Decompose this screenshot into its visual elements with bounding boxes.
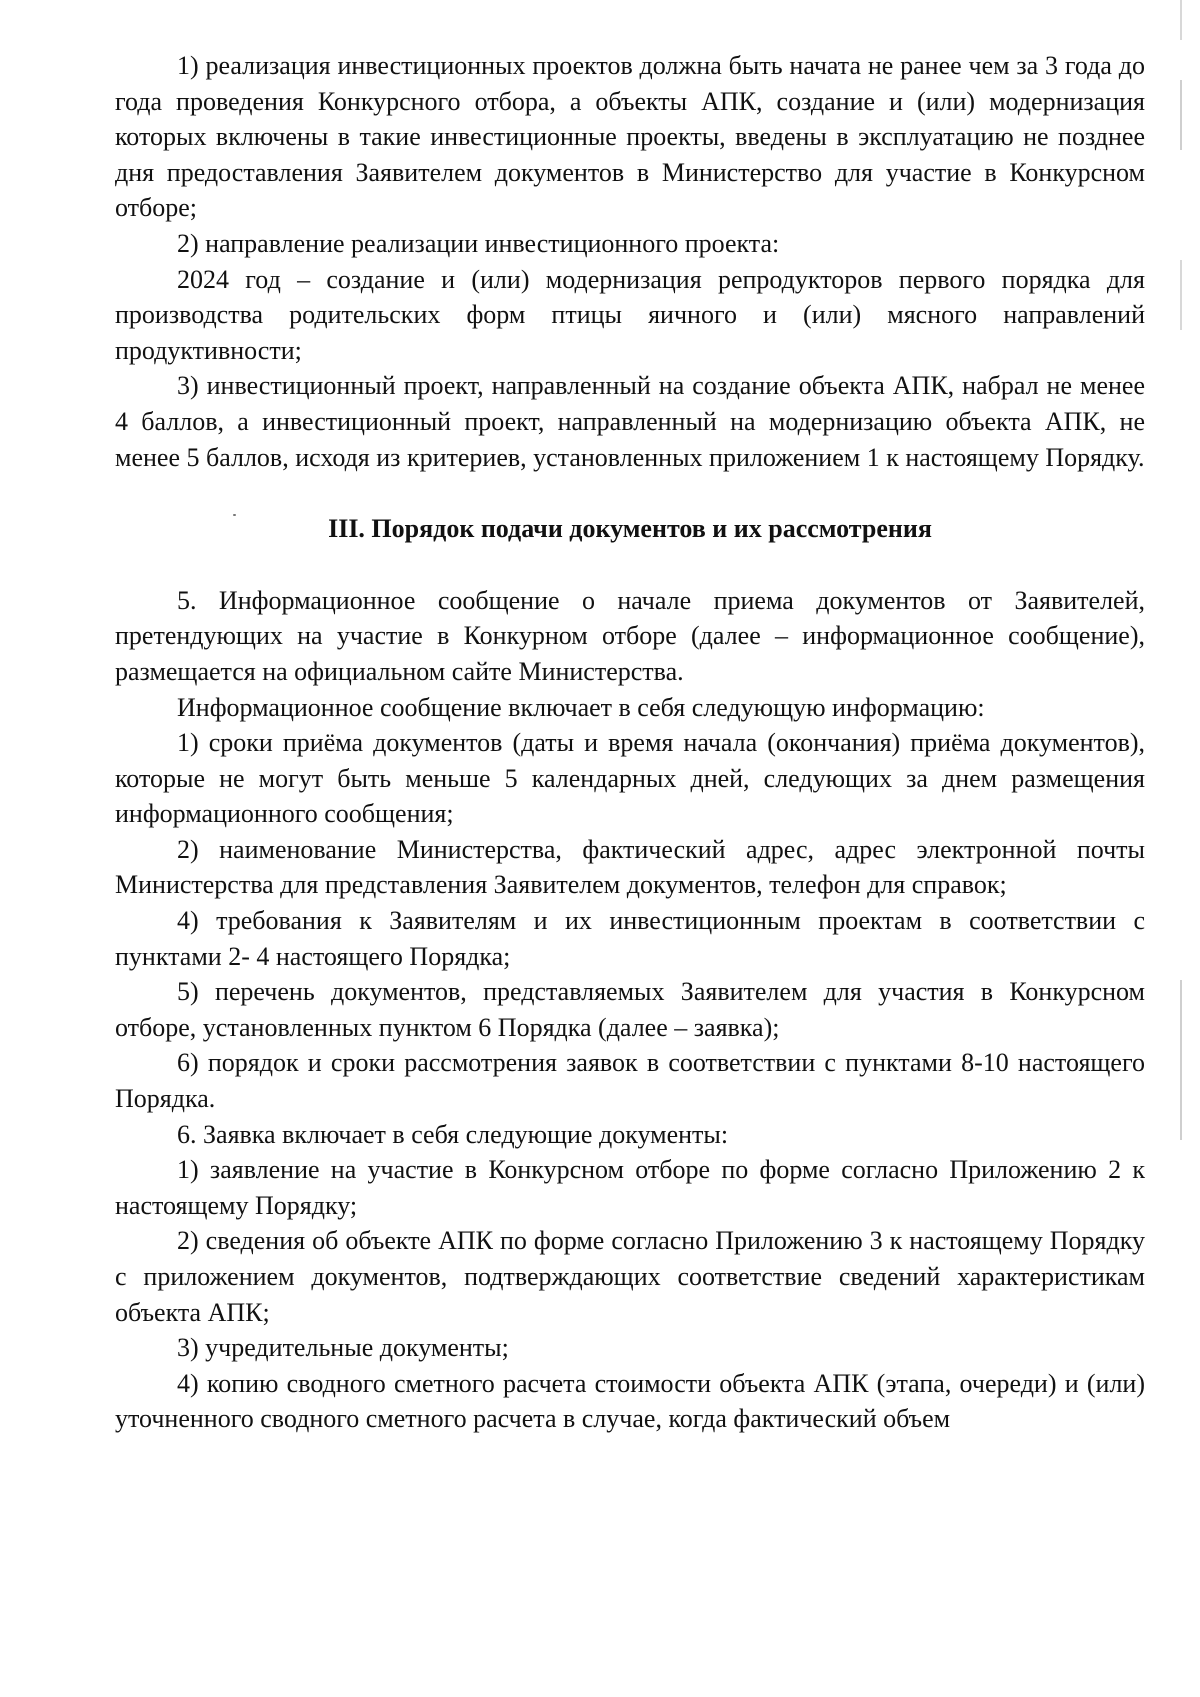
paragraph-info-item-2: 2) наименование Министерства, фактический адрес, адрес электронной почты Министерства для представления Заявителем документов, телефон для справок;	[115, 834, 1145, 900]
section-heading: III. Порядок подачи документов и их рассмотрения	[328, 514, 932, 544]
paragraph-item-2-direction: 2) направление реализации инвестиционного проекта:	[177, 228, 780, 258]
paragraph-clause-6: 6. Заявка включает в себя следующие документы:	[177, 1119, 729, 1149]
paragraph-item-1-start-date: 1) реализация инвестиционных проектов должна быть начата не ранее чем за 3 года до года проведения Конкурсного отбора, а объекты АПК, создание и (или) модернизация которых включены в такие инвестиционные проекты, введены в эксплуатацию не позднее дня предоставления Заявителем документов в Министерство для участие в Конкурсном отборе;	[115, 51, 1145, 223]
paragraph-application-item-1: 1) заявление на участие в Конкурсном отборе по форме согласно Приложению 2 к настоящему Порядку;	[115, 1155, 1145, 1220]
spacer	[115, 547, 1145, 583]
paragraph-info-item-1: 1) сроки приёма документов (даты и время начала (окончания) приёма документов), которые не могут быть меньше 5 календарных дней, следующих за днем размещения информационного сообщения;	[115, 728, 1145, 829]
paragraph-item-3-points: 3) инвестиционный проект, направленный на создание объекта АПК, набрал не менее 4 баллов, а инвестиционный проект, направленный на модернизацию объекта АПК, не менее 5 баллов, исходя из критериев, установленных приложением 1 к настоящему Порядку.	[115, 371, 1145, 472]
paragraph-info-item-5: 5) перечень документов, представляемых Заявителем для участия в Конкурсном отборе, установленных пунктом 6 Порядка (далее – заявка);	[115, 977, 1145, 1042]
scan-edge-shadow	[1180, 0, 1182, 1697]
page-right-margin	[1190, 0, 1200, 1697]
spacer	[115, 475, 1145, 511]
paragraph-info-item-4: 4) требования к Заявителям и их инвестиционным проектам в соответствии с пунктами 2- 4 настоящего Порядка;	[115, 906, 1145, 971]
paragraph-application-item-4: 4) копию сводного сметного расчета стоимости объекта АПК (этапа, очереди) и (или) уточненного сводного сметного расчета в случае, когда фактический объем	[115, 1368, 1145, 1434]
document-body	[115, 48, 1145, 1437]
paragraph-year-2024: 2024 год – создание и (или) модернизация репродукторов первого порядка для производства родительских форм птицы яичного и (или) мясного направлений продуктивности;	[115, 264, 1145, 365]
paragraph-application-item-3: 3) учредительные документы;	[177, 1333, 509, 1363]
paragraph-application-item-2: 2) сведения об объекте АПК по форме согласно Приложению 3 к настоящему Порядку с приложением документов, подтверждающих соответствие сведений характеристикам объекта АПК;	[115, 1226, 1145, 1327]
paragraph-info-includes: Информационное сообщение включает в себя следующую информацию:	[177, 692, 985, 722]
paragraph-clause-5: 5. Информационное сообщение о начале приема документов от Заявителей, претендующих на участие в Конкурном отборе (далее – информационное сообщение), размещается на официальном сайте Министерства.	[115, 585, 1145, 686]
scan-speck	[233, 514, 236, 516]
paragraph-info-item-6: 6) порядок и сроки рассмотрения заявок в соответствии с пунктами 8-10 настоящего Порядка.	[115, 1048, 1145, 1114]
